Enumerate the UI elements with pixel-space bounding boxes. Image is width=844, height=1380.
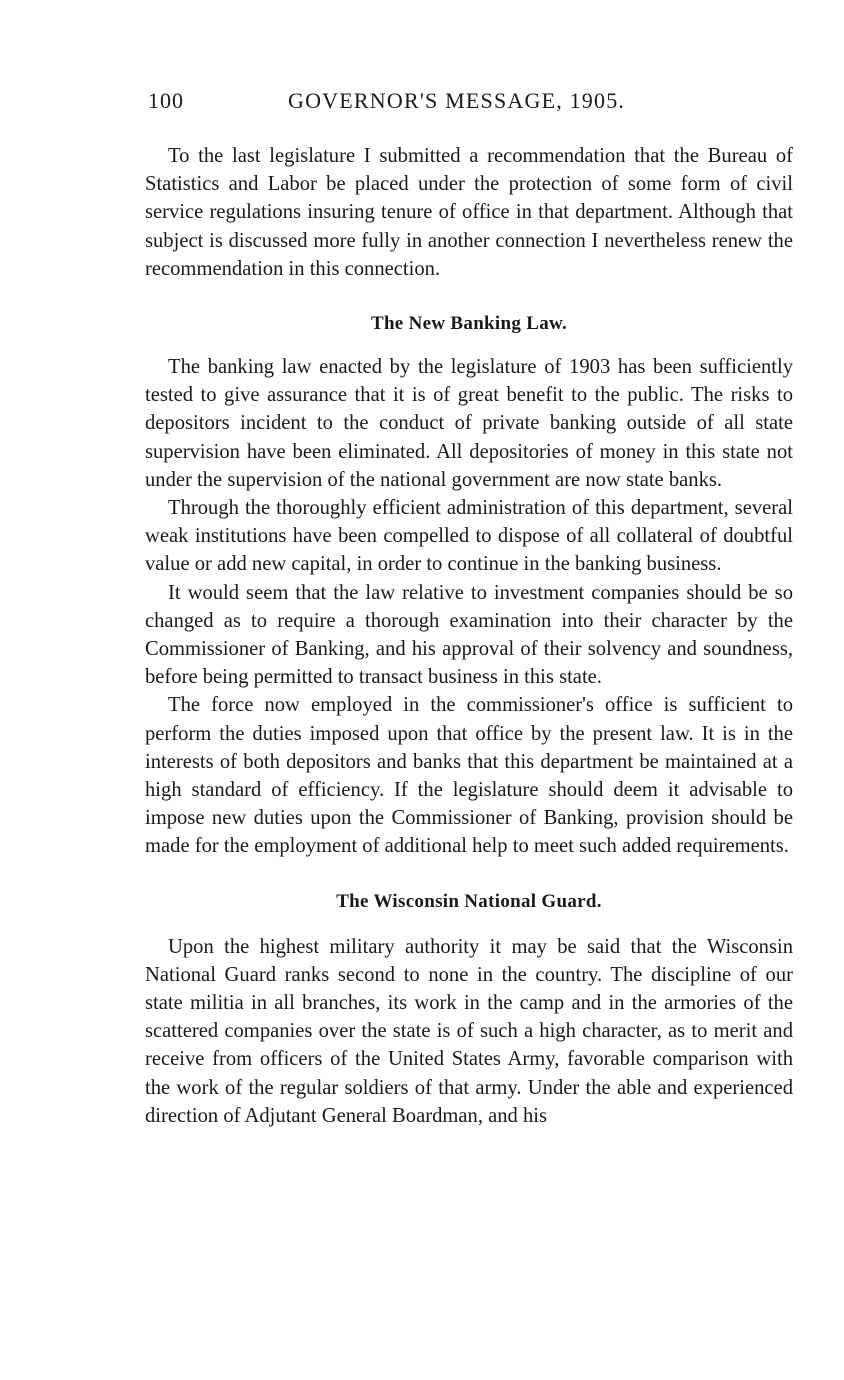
- intro-paragraph: To the last legislature I submitted a recommendation that the Bureau of Statistics and Labor be placed under the protection of some form of civil service regulations insuring tenure of office in that department. Although that subject is discussed more fully in another connection I nevertheless renew the recommendation in this connection.: [145, 145, 793, 280]
- banking-paragraph: Through the thoroughly efficient administration of this department, several weak institutions have been compelled to dispose of all collateral of doubtful value or add new capital, in order to continue in the banking business.: [145, 497, 793, 576]
- running-title: GOVERNOR'S MESSAGE, 1905.: [288, 88, 626, 113]
- running-head: [145, 88, 793, 122]
- guard-paragraph: Upon the highest military authority it may be said that the Wisconsin National Guard ranks second to none in the country. The discipline of our state militia in all branches, its work in the camp and in the armories of the scattered companies over the state is of such a high character, as to merit and receive from officers of the United States Army, favorable comparison with the work of the regular soldiers of that army. Under the able and experienced direction of Adjutant General Boardman, and his: [145, 935, 793, 1127]
- page-number: 100: [148, 88, 184, 113]
- section-heading-banking: The New Banking Law.: [370, 313, 568, 335]
- document-page: [145, 88, 793, 1130]
- banking-paragraph: It would seem that the law relative to investment companies should be so changed as to require a thorough examination into their character by the Commissioner of Banking, and his approval of their solvency and soundness, before being permitted to transact business in this state.: [145, 581, 793, 689]
- section-heading-national-guard: The Wisconsin National Guard.: [336, 890, 602, 912]
- banking-paragraph: The banking law enacted by the legislature of 1903 has been sufficiently tested to give assurance that it is of great benefit to the public. The risks to depositors incident to the conduct of private banking outside of all state supervision have been eliminated. All depositories of money in this state not under the supervision of the national government are now state banks.: [145, 356, 793, 491]
- banking-paragraph: The force now employed in the commissioner's office is sufficient to perform the duties imposed upon that office by the present law. It is in the interests of both depositors and banks that this department be maintained at a high standard of efficiency. If the legislature should deem it advisable to impose new duties upon the Commissioner of Banking, provision should be made for the employment of additional help to meet such added requirements.: [145, 694, 793, 858]
